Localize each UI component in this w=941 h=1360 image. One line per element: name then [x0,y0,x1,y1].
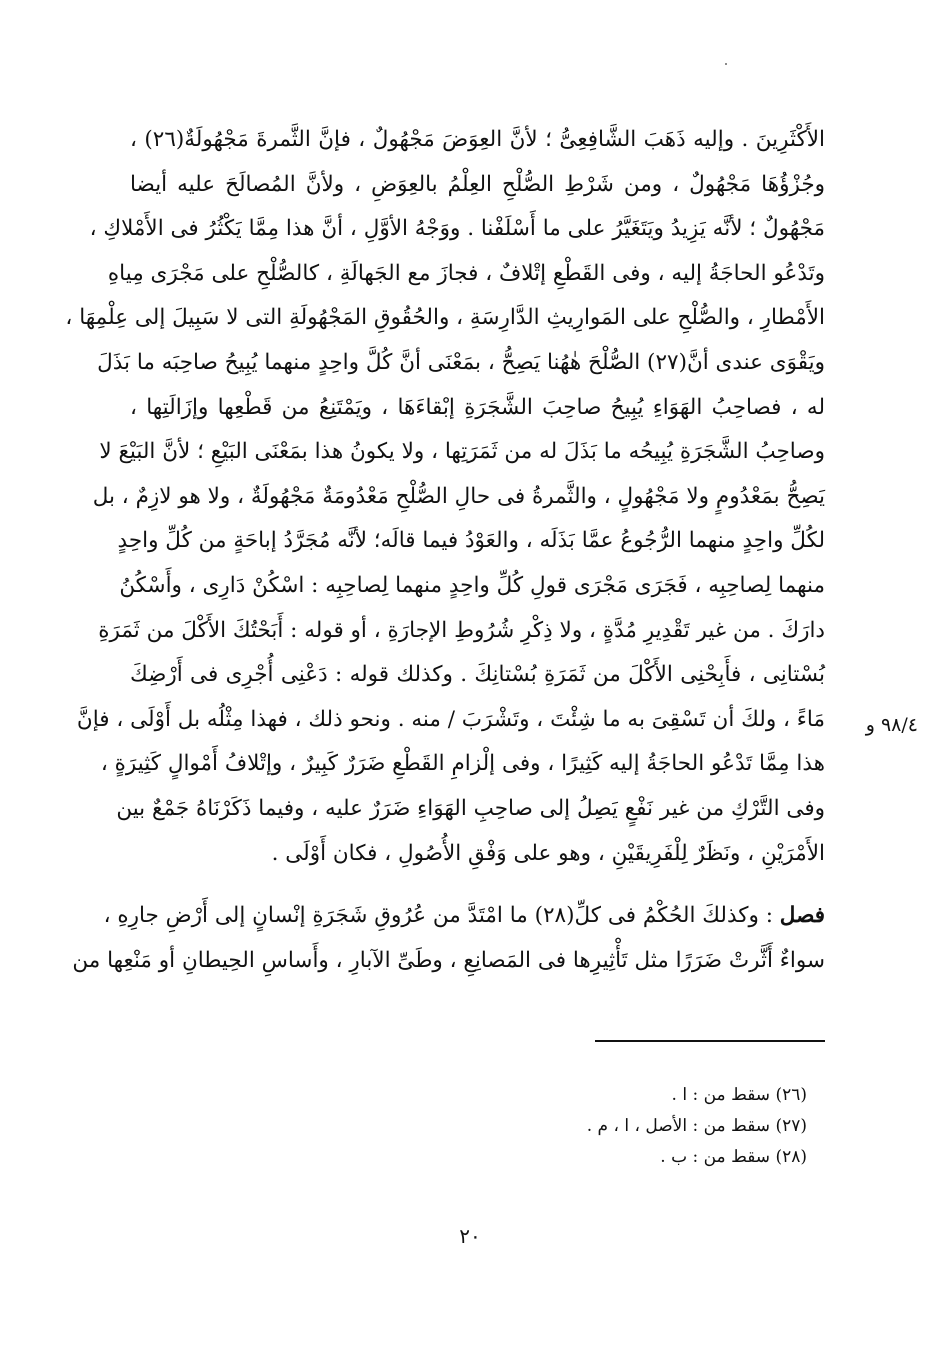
text-line: الأَمْرَيْنِ ، ونَظَرٌ لِلْفَرِيقَيْنِ ، وهو على وَفْقِ الأُصُولِ ، فكان أَوْلَى . [271,840,825,866]
text-line: سواءٌ أَثَّرتْ ضَرَرًا مثل تَأْثِيرِها فى المَصانِعِ ، وطَىِّ الآبارِ ، وأَساسِ الحِيطانِ أو مَنْعِها من [72,947,825,973]
section-text: : وكذلكَ الحُكْمُ فى كلِّ(٢٨) ما امْتَدَّ من عُرُوقِ شَجَرَةِ إنْسانٍ إلى أَرْضِ جارِهِ ، [103,903,773,929]
footnote: (٢٨) سقط من : ب . [660,1147,807,1167]
text-line: يَصِحُّ بمَعْدُومٍ ولا مَجْهُولٍ ، والثَّمرةُ فى حالِ الصُّلْحِ مَعْدُومَةٌ مَجْهُولَةٌ ، ولا هو لازِمٌ ، بل [92,483,825,509]
page-number: ٢٠ [459,1224,481,1248]
text-line: وصاحِبُ الشَّجَرَةِ يُبِيحُه ما بَذَلَ له من ثَمَرَتِها ، ولا يكونُ هذا بمَعْنَى البَيْعِ ؛ لأنَّ البَيْعَ لا [99,439,825,465]
footnote: (٢٧) سقط من : الأصل ، ا ، م . [586,1116,807,1136]
text-line: له ، فصاحِبُ الهَوَاءِ يُبِيحُ صاحِبَ الشَّجَرَةِ إبْقاءَهَا ، ويَمْتَنِعُ من قَطْعِها وإزَالَتِها ، [130,394,825,420]
text-line: الأَمْطارِ ، والصُّلْحِ على المَوارِيثِ الدَّارِسَةِ ، والحُقُوقِ المَجْهُولَةِ التى لا سَبِيلَ إلى عِلْمِهَا ، [65,305,825,331]
text-line: ويَقْوَى عندى أنَّ(٢٧) الصُّلْحَ هٰهُنا يَصِحُّ ، بمَعْنَى أنَّ كُلَّ واحِدٍ منهما يُبِيحُ صاحِبَه ما بَذَلَ [97,349,825,375]
section-heading: فصل [779,903,825,929]
footnote: (٢٦) سقط من : ا . [671,1085,807,1105]
paragraph-gap [130,876,825,894]
text-line: لكُلِّ واحِدٍ منهما الرُّجُوعُ عمَّا بَذَلَه ، والعَوْدُ فيما قالَه؛ لأنَّه مُجَرَّدُ إباحَةٍ من كُلِّ واحِدٍ [117,528,825,554]
footnotes [500,1080,807,1173]
text-line: دارَكَ . من غير تَقْدِيرِ مُدَّةٍ ، ولا ذِكْرِ شُرُوطِ الإجارَةِ ، أو قوله : أَبَحْتُكَ الأَكْلَ من ثَمَرَةِ [98,617,825,643]
text-line: وفى التَّرْكِ من غير نَفْعٍ يَصِلُ إلى صاحِبِ الهَوَاءِ ضَرَرٌ عليه ، وفيما ذَكَرْنَاهُ جَمْعٌ بين [116,795,825,821]
section-line [103,894,825,939]
text-line: بُسْتانِى ، فأَبِحْنِى الأَكْلَ من ثَمَرَةِ بُسْتانِكَ . وكذلك قوله : دَعْنِى أُجْرِى فى أَرْضِكَ [130,662,825,688]
text-line: مَاءً ، ولكَ أن تَسْقِىَ به ما شِئْتَ ، وتَشْرَبَ / منه . ونحو ذلك ، فهذا مِثْلُه بل أَوْلَى ، فإنَّ [76,706,825,732]
text-line: مَجْهُولٌ ؛ لأنَّه يَزِيدُ ويَتَغَيَّرُ على ما أَسْلَفْنا . ووَجْهُ الأوَّلِ ، أنَّ هذا مِمَّا يَكْثُرُ فى الأَمْلاكِ ، [89,216,825,242]
main-text [65,118,825,983]
text-line: وتَدْعُو الحاجَةُ إليه ، وفى القَطْعِ إتْلافٌ ، فجازَ مع الجَهالَةِ ، كالصُّلْحِ على مَجْرَى مِياهِ [107,260,825,286]
footnote-divider [595,1040,825,1042]
margin-folio-note: ٩٨/٤ و [865,714,918,736]
text-line: منهما لِصاحِبِه ، فَجَرَى مَجْرَى قولِ كُلِّ واحِدٍ منهما لِصاحِبِه : اسْكُنْ دَارِى ، وأَسْكُنُ [119,572,825,598]
text-line: الأَكْثَرِينَ . وإليه ذَهَبَ الشَّافِعِىُّ ؛ لأنَّ العِوَضَ مَجْهُولٌ ، فإنَّ الثَّمرةَ مَجْهُولَةٌ(٢٦) ، [130,127,825,152]
scan-speck [725,63,727,65]
text-line: هذا مِمَّا تَدْعُو الحاجَةُ إليه كَثِيرًا ، وفى إلْزامِ القَطْعِ ضَرَرٌ كَبِيرٌ ، وإتْلافُ أَمْوالٍ كَثِيرَةٍ ، [100,751,825,777]
text-line: وجُزْؤُهَا مَجْهُولٌ ، ومن شَرْطِ الصُّلْحِ العِلْمُ بالعِوَضِ ، ولأنَّ المُصالَحَ عليه أيضا [130,171,825,197]
